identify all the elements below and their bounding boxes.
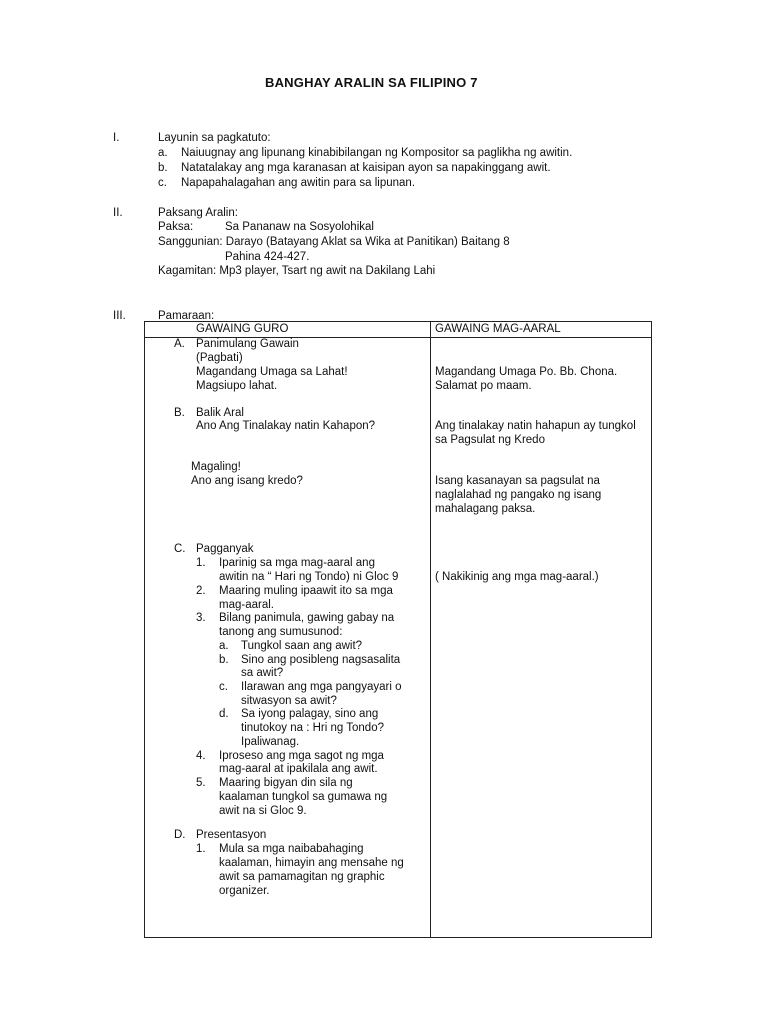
page-title: BANGHAY ARALIN SA FILIPINO 7 (265, 75, 478, 90)
guro-c1-line: Iparinig sa mga mag-aaral ang (219, 557, 375, 569)
guro-b-letter: B. (174, 407, 185, 419)
guro-c1-line: awitin na “ Hari ng Tondo) ni Gloc 9 (219, 571, 399, 583)
paksa-value: Sa Pananaw na Sosyolohikal (225, 221, 374, 233)
section-1-number: I. (113, 132, 120, 144)
guro-c5-line: kaalaman tungkol sa gumawa ng (219, 791, 388, 803)
guro-c2-line: mag-aaral. (219, 599, 274, 611)
guro-c3b-line: Sino ang posibleng nagsasalita (241, 654, 401, 666)
magaaral-a-line: Salamat po maam. (435, 380, 532, 392)
guro-b-title: Balik Aral (196, 407, 244, 419)
guro-c5-line: awit na si Gloc 9. (219, 805, 307, 817)
guro-a-line: Magsiupo lahat. (196, 380, 278, 392)
objective-b: Natatalakay ang mga karanasan at kaisipan ayon sa napakinggang awit. (181, 162, 551, 174)
guro-c2-num: 2. (196, 585, 206, 597)
guro-b2-line: Ano ang isang kredo? (191, 475, 303, 487)
magaaral-c-line: ( Nakikinig ang mga mag-aaral.) (435, 571, 599, 583)
guro-c3d-line: Sa iyong palagay, sino ang (241, 708, 379, 720)
objective-c: Napapahalagahan ang awitin para sa lipunan. (181, 177, 416, 189)
guro-c-letter: C. (174, 543, 186, 555)
guro-c3a-letter: a. (219, 640, 229, 652)
magaaral-b2-line: mahalagang paksa. (435, 503, 536, 515)
guro-c4-line: Iproseso ang mga sagot ng mga (219, 750, 384, 762)
sanggunian: Sanggunian: Darayo (Batayang Aklat sa Wika at Panitikan) Baitang 8 (158, 236, 510, 248)
section-2-heading: Paksang Aralin: (158, 207, 238, 219)
guro-d1-line: Mula sa mga naibabahaging (219, 843, 364, 855)
guro-c3b-letter: b. (219, 654, 229, 666)
guro-c3c-letter: c. (219, 681, 228, 693)
guro-c3c-line: Ilarawan ang mga pangyayari o (241, 681, 402, 693)
guro-c4-line: mag-aaral at ipakilala ang awit. (219, 763, 378, 775)
guro-b-line: Ano Ang Tinalakay natin Kahapon? (196, 420, 376, 432)
objective-c-letter: c. (158, 177, 167, 189)
guro-d-letter: D. (174, 829, 186, 841)
guro-c3-line: tanong ang sumusunod: (219, 626, 343, 638)
guro-a-line: Magandang Umaga sa Lahat! (196, 366, 348, 378)
guro-c3c-line: sitwasyon sa awit? (241, 695, 337, 707)
pahina: Pahina 424-427. (225, 251, 310, 263)
objective-a: Naiuugnay ang lipunang kinabibilangan ng Kompositor sa paglikha ng awitin. (181, 147, 573, 159)
guro-d-title: Presentasyon (196, 829, 267, 841)
section-2-number: II. (113, 207, 123, 219)
guro-c3d-line: tinutokoy na : Hri ng Tondo? (241, 722, 384, 734)
objective-b-letter: b. (158, 162, 168, 174)
guro-a-letter: A. (174, 338, 185, 350)
guro-a-line: (Pagbati) (196, 352, 243, 364)
guro-c3-num: 3. (196, 612, 206, 624)
guro-c3a-line: Tungkol saan ang awit? (241, 640, 363, 652)
guro-d1-line: kaalaman, himayin ang mensahe ng (219, 857, 404, 869)
guro-c4-num: 4. (196, 750, 206, 762)
guro-b2-line: Magaling! (191, 461, 241, 473)
guro-d1-line: organizer. (219, 885, 270, 897)
section-1-heading: Layunin sa pagkatuto: (158, 132, 271, 144)
guro-c5-line: Maaring bigyan din sila ng (219, 777, 353, 789)
section-3-heading: Pamaraan: (158, 310, 215, 322)
guro-c5-num: 5. (196, 777, 206, 789)
objective-a-letter: a. (158, 147, 168, 159)
magaaral-b2-line: naglalahad ng pangako ng isang (435, 489, 602, 501)
pamaraan-table (144, 321, 652, 938)
magaaral-b-line: sa Pagsulat ng Kredo (435, 434, 545, 446)
col-guro-header: GAWAING GURO (196, 323, 289, 335)
section-3-number: III. (113, 310, 126, 322)
magaaral-b2-line: Isang kasanayan sa pagsulat na (435, 475, 600, 487)
guro-d1-num: 1. (196, 843, 206, 855)
guro-c1-num: 1. (196, 557, 206, 569)
magaaral-b-line: Ang tinalakay natin hahapun ay tungkol (435, 420, 636, 432)
column-divider (430, 322, 431, 937)
guro-a-title: Panimulang Gawain (196, 338, 299, 350)
col-magaaral-header: GAWAING MAG-AARAL (435, 323, 561, 335)
guro-c3d-letter: d. (219, 708, 229, 720)
guro-c3-line: Bilang panimula, gawing gabay na (219, 612, 395, 624)
guro-c3b-line: sa awit? (241, 667, 284, 679)
magaaral-a-line: Magandang Umaga Po. Bb. Chona. (435, 366, 618, 378)
guro-d1-line: awit sa pamamagitan ng graphic (219, 871, 385, 883)
kagamitan: Kagamitan: Mp3 player, Tsart ng awit na Dakilang Lahi (158, 265, 436, 277)
guro-c3d-line: Ipaliwanag. (241, 736, 300, 748)
guro-c-title: Pagganyak (196, 543, 254, 555)
paksa-label: Paksa: (158, 221, 194, 233)
guro-c2-line: Maaring muling ipaawit ito sa mga (219, 585, 393, 597)
